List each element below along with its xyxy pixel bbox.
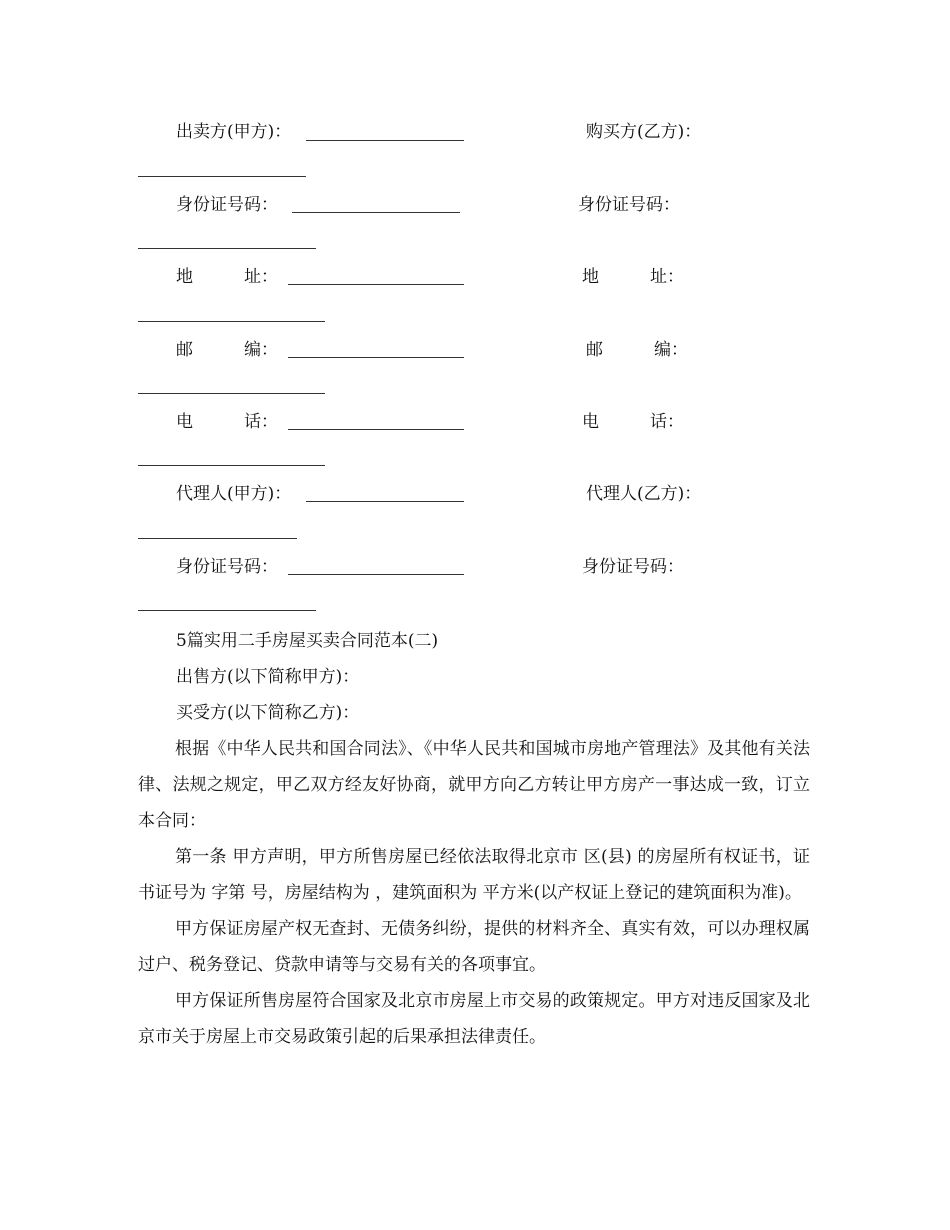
seller-postcode-label: 邮 编： [176,340,278,360]
warranty-paragraph: 甲方保证房屋产权无查封、无债务纠纷，提供的材料齐全、真实有效，可以办理权属过户、税务登记、贷款申请等与交易有关的各项事宜。 [138,919,810,975]
buyer-agent-label: 代理人(乙方)： [586,484,702,504]
policy-paragraph: 甲方保证所售房屋符合国家及北京市房屋上市交易的政策规定。甲方对违反国家及北京市关于房屋上市交易政策引起的后果承担法律责任。 [138,991,810,1047]
seller-agent-blank[interactable] [306,501,464,502]
seller-address-label: 地 址： [176,267,278,287]
contract-body [138,731,810,1055]
seller-label: 出卖方(甲方)： [176,122,292,142]
seller-agent-label: 代理人(甲方)： [176,484,292,504]
buyer-phone-label: 电 话： [582,412,684,432]
seller-phone-blank[interactable] [288,429,464,430]
preamble-paragraph: 根据《中华人民共和国合同法》、《中华人民共和国城市房地产管理法》及其他有关法律、法规之规定，甲乙双方经友好协商，就甲方向乙方转让甲方房产一事达成一致，订立本合同： [138,739,810,831]
buyer-postcode-label: 邮 编： [586,340,688,360]
buyer-address-blank[interactable] [138,321,325,322]
seller-agent-id-label: 身份证号码： [176,557,278,577]
seller-blank[interactable] [306,140,464,141]
buyer-blank[interactable] [138,176,306,177]
buyer-id-label: 身份证号码： [578,195,680,215]
article-1-paragraph: 第一条 甲方声明，甲方所售房屋已经依法取得北京市 区(县) 的房屋所有权证书，证书证号为 字第 号，房屋结构为 ，建筑面积为 平方米(以产权证上登记的建筑面积为准)。 [138,847,810,903]
section-title: 5篇实用二手房屋买卖合同范本(二) [176,631,439,651]
seller-id-blank[interactable] [292,212,460,213]
buyer-postcode-blank[interactable] [138,393,325,394]
seller-address-blank[interactable] [288,284,464,285]
buyer-intro-line: 买受方(以下简称乙方)： [176,703,360,723]
buyer-id-blank[interactable] [138,248,316,249]
seller-phone-label: 电 话： [176,412,278,432]
seller-postcode-blank[interactable] [288,357,464,358]
buyer-address-label: 地 址： [582,267,684,287]
buyer-label: 购买方(乙方)： [586,122,702,142]
seller-agent-id-blank[interactable] [288,574,464,575]
seller-intro-line: 出售方(以下简称甲方)： [176,667,360,687]
seller-id-label: 身份证号码： [176,195,278,215]
buyer-agent-id-label: 身份证号码： [582,557,684,577]
buyer-phone-blank[interactable] [138,465,325,466]
buyer-agent-blank[interactable] [138,538,297,539]
buyer-agent-id-blank[interactable] [138,610,316,611]
